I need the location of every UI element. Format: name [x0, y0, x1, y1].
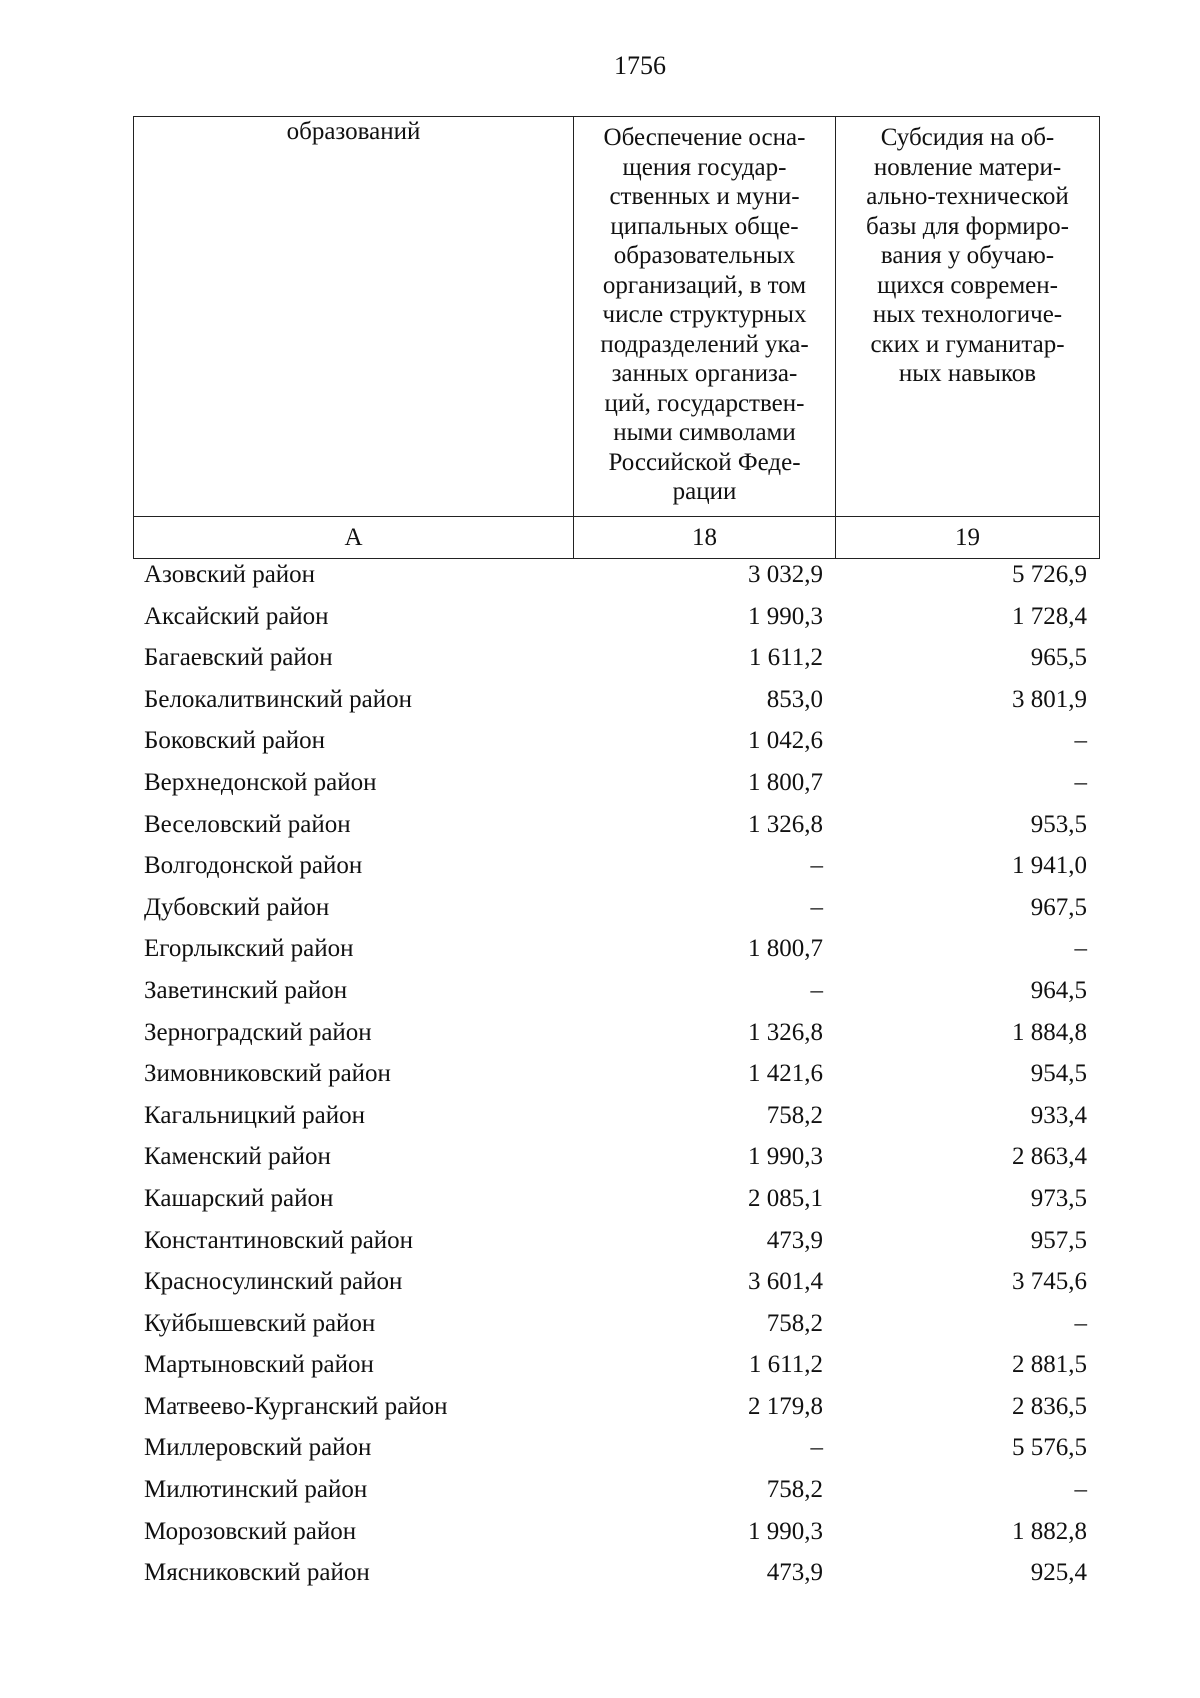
- row-value-col-18: –: [810, 852, 823, 880]
- row-district-name: Мартыновский район: [144, 1351, 374, 1379]
- row-district-name: Аксайский район: [144, 602, 329, 630]
- row-value-col-18: 758,2: [766, 1309, 823, 1337]
- table-row: [133, 1012, 1099, 1054]
- row-value-col-19: 925,4: [1030, 1559, 1087, 1587]
- row-value-col-19: –: [1074, 1309, 1087, 1337]
- row-value-col-19: 965,5: [1030, 644, 1087, 672]
- row-value-col-18: 2 179,8: [748, 1392, 823, 1420]
- row-district-name: Веселовский район: [144, 810, 351, 838]
- row-value-col-18: 758,2: [766, 1101, 823, 1129]
- row-value-col-19: 967,5: [1030, 893, 1087, 921]
- row-value-col-19: 2 863,4: [1012, 1143, 1087, 1171]
- row-value-col-19: 1 728,4: [1012, 602, 1087, 630]
- row-value-col-18: 1 326,8: [748, 810, 823, 838]
- row-value-col-18: 3 032,9: [748, 561, 823, 588]
- table-row: [133, 1386, 1099, 1428]
- row-district-name: Боковский район: [144, 727, 325, 755]
- row-value-col-19: 1 941,0: [1012, 852, 1087, 880]
- row-value-col-19: 964,5: [1030, 976, 1087, 1004]
- column-header-municipality-text: образований: [286, 118, 421, 145]
- row-district-name: Куйбышевский район: [144, 1309, 376, 1337]
- row-district-name: Заветинский район: [144, 976, 348, 1004]
- table-row: [133, 596, 1099, 638]
- table-row: [133, 1469, 1099, 1511]
- header-row: [134, 117, 1100, 517]
- row-value-col-18: 1 990,3: [748, 1143, 823, 1171]
- row-value-col-19: 2 881,5: [1012, 1351, 1087, 1379]
- row-value-col-18: –: [810, 1434, 823, 1462]
- table-body: [133, 554, 1099, 1594]
- table-row: [133, 1220, 1099, 1262]
- table-row: [133, 720, 1099, 762]
- table-row: [133, 804, 1099, 846]
- table-header: [133, 116, 1100, 559]
- row-value-col-18: 1 800,7: [748, 768, 823, 796]
- row-district-name: Верхнедонской район: [144, 768, 377, 796]
- row-value-col-19: 3 801,9: [1012, 685, 1087, 713]
- page-number: 1756: [614, 51, 666, 80]
- column-header-19-text: Субсидия на об- новление матери- ально-технической базы для формиро- вания у обучаю- щихся современ- ных технологиче- ских и гуманитар- ных навыков: [865, 124, 1070, 387]
- row-value-col-19: 954,5: [1030, 1060, 1087, 1088]
- table-row: [133, 679, 1099, 721]
- row-value-col-19: 933,4: [1030, 1101, 1087, 1129]
- table-row: [133, 637, 1099, 679]
- row-value-col-19: –: [1074, 935, 1087, 963]
- table-row: [133, 928, 1099, 970]
- row-value-col-18: 473,9: [766, 1226, 823, 1254]
- row-district-name: Белокалитвинский район: [144, 685, 412, 713]
- table-row: [133, 1303, 1099, 1345]
- row-district-name: Каменский район: [144, 1143, 331, 1171]
- row-value-col-18: 1 421,6: [748, 1060, 823, 1088]
- row-value-col-19: 3 745,6: [1012, 1268, 1087, 1296]
- table-row: [133, 887, 1099, 929]
- row-value-col-19: 973,5: [1030, 1184, 1087, 1212]
- row-value-col-19: –: [1074, 768, 1087, 796]
- table-row: [133, 1261, 1099, 1303]
- table-row: [133, 762, 1099, 804]
- column-number-18: 18: [574, 517, 836, 559]
- row-district-name: Морозовский район: [144, 1517, 357, 1545]
- column-header-municipality: [134, 117, 574, 517]
- row-value-col-19: –: [1074, 727, 1087, 755]
- row-district-name: Зерноградский район: [144, 1018, 372, 1046]
- table-rows: [133, 554, 1099, 1594]
- row-district-name: Матвеево-Курганский район: [144, 1392, 448, 1420]
- row-value-col-19: 2 836,5: [1012, 1392, 1087, 1420]
- row-district-name: Красносулинский район: [144, 1268, 403, 1296]
- table-row: [133, 554, 1099, 596]
- column-number-19: 19: [836, 517, 1100, 559]
- column-header-19: [836, 117, 1100, 517]
- row-value-col-19: 1 884,8: [1012, 1018, 1087, 1046]
- row-value-col-19: 5 576,5: [1012, 1434, 1087, 1462]
- row-district-name: Багаевский район: [144, 644, 333, 672]
- row-value-col-18: 1 326,8: [748, 1018, 823, 1046]
- row-value-col-19: 1 882,8: [1012, 1517, 1087, 1545]
- table-row: [133, 1178, 1099, 1220]
- table-row: [133, 1095, 1099, 1137]
- row-district-name: Мясниковский район: [144, 1559, 370, 1587]
- row-district-name: Милютинский район: [144, 1476, 368, 1504]
- table-row: [133, 1511, 1099, 1553]
- row-value-col-18: 758,2: [766, 1476, 823, 1504]
- table-row: [133, 845, 1099, 887]
- row-district-name: Егорлыкский район: [144, 935, 354, 963]
- row-value-col-19: 957,5: [1030, 1226, 1087, 1254]
- table-row: [133, 1552, 1099, 1594]
- row-district-name: Зимовниковский район: [144, 1060, 391, 1088]
- column-header-18: [574, 117, 836, 517]
- row-district-name: Константиновский район: [144, 1226, 414, 1254]
- row-value-col-18: 2 085,1: [748, 1184, 823, 1212]
- row-district-name: Миллеровский район: [144, 1434, 372, 1462]
- row-district-name: Дубовский район: [144, 893, 330, 921]
- row-value-col-18: 1 990,3: [748, 602, 823, 630]
- row-value-col-18: 1 042,6: [748, 727, 823, 755]
- table-row: [133, 1344, 1099, 1386]
- table-row: [133, 970, 1099, 1012]
- row-district-name: Волгодонской район: [144, 852, 363, 880]
- column-header-18-text: Обеспечение осна- щения государ- ственных и муни- ципальных обще- образовательных организаций, в том числе структурных подразделений ука- занных организа- ций, государствен- ными символами Российской Феде- рации: [600, 124, 809, 505]
- row-value-col-18: 3 601,4: [748, 1268, 823, 1296]
- row-value-col-18: –: [810, 976, 823, 1004]
- row-value-col-18: –: [810, 893, 823, 921]
- column-number-row: [134, 517, 1100, 559]
- row-district-name: Кашарский район: [144, 1184, 334, 1212]
- table-row: [133, 1053, 1099, 1095]
- column-number-a: А: [134, 517, 574, 559]
- row-value-col-19: 953,5: [1030, 810, 1087, 838]
- row-value-col-18: 1 611,2: [748, 1351, 823, 1379]
- row-value-col-18: 853,0: [766, 685, 823, 713]
- row-value-col-18: 473,9: [766, 1559, 823, 1587]
- row-value-col-19: 5 726,9: [1012, 561, 1087, 588]
- row-value-col-19: –: [1074, 1476, 1087, 1504]
- row-value-col-18: 1 611,2: [748, 644, 823, 672]
- row-value-col-18: 1 990,3: [748, 1517, 823, 1545]
- row-value-col-18: 1 800,7: [748, 935, 823, 963]
- table-row: [133, 1136, 1099, 1178]
- table-row: [133, 1427, 1099, 1469]
- row-district-name: Кагальницкий район: [144, 1101, 366, 1129]
- row-district-name: Азовский район: [144, 561, 316, 588]
